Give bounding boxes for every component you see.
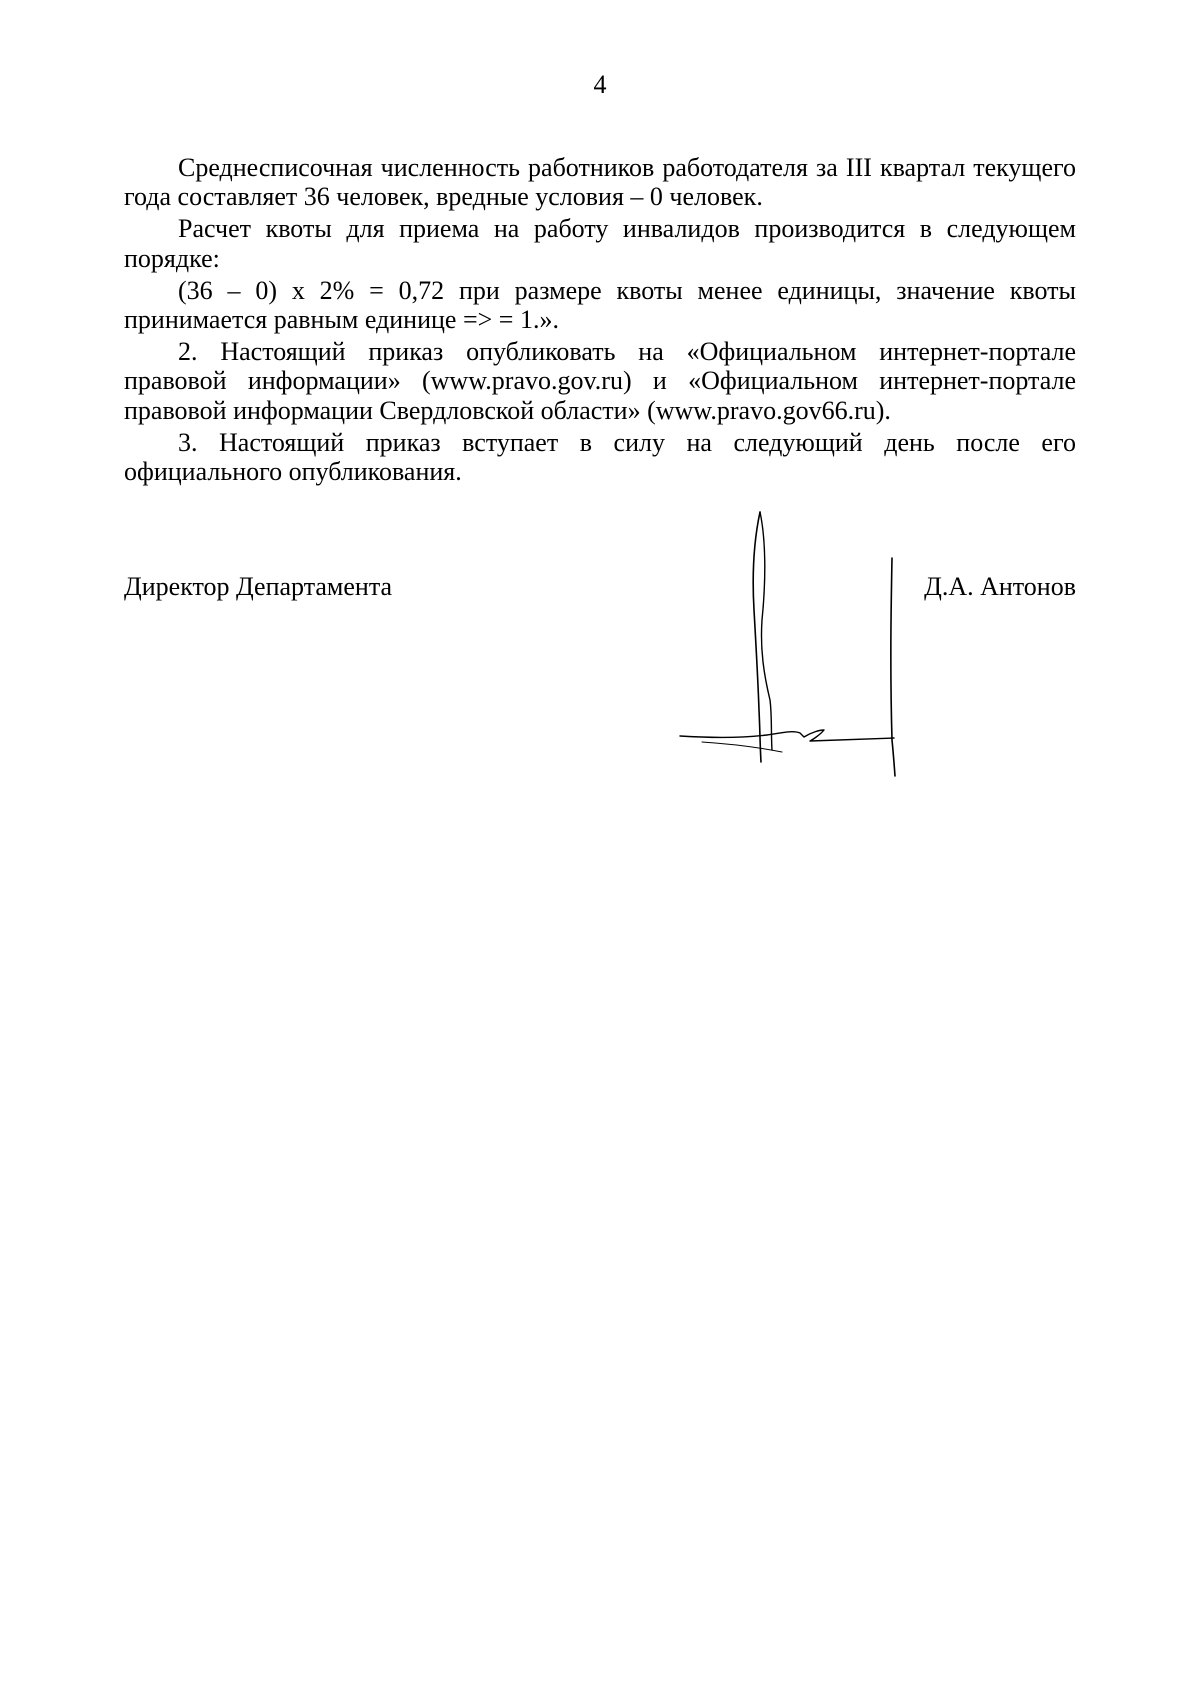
signer-position: Директор Департамента xyxy=(124,572,393,601)
signature-stroke-underline xyxy=(702,742,782,752)
signature-stroke-tall-right xyxy=(891,558,895,776)
signature-stroke-loop-back xyxy=(760,512,772,750)
signature-stroke-loop xyxy=(753,512,761,762)
paragraph-headcount: Среднесписочная численность работников работодателя за III квартал текущего года составляет 36 человек, вредные условия – 0 человек. xyxy=(124,153,1076,212)
signer-name: Д.А. Антонов xyxy=(924,572,1076,601)
paragraph-quota-formula: (36 – 0) х 2% = 0,72 при размере квоты менее единицы, значение квоты принимается равным единице => = 1.». xyxy=(124,275,1076,335)
paragraph-publication-clause: 2. Настоящий приказ опубликовать на «Официальном интернет-портале правовой информации» (www.pravo.gov.ru) и «Официальном интернет-портале правовой информации Свердловской области» (www.pravo.gov66.ru). xyxy=(124,337,1076,425)
handwritten-signature xyxy=(672,500,952,785)
document-body xyxy=(124,153,1076,489)
page-number: 4 xyxy=(593,70,607,99)
signature-stroke-horizontal xyxy=(680,730,894,741)
paragraph-effective-date-clause: 3. Настоящий приказ вступает в силу на следующий день после его официального опубликования. xyxy=(124,427,1076,487)
paragraph-quota-calculation-intro: Расчет квоты для приема на работу инвалидов производится в следующем порядке: xyxy=(124,214,1076,273)
